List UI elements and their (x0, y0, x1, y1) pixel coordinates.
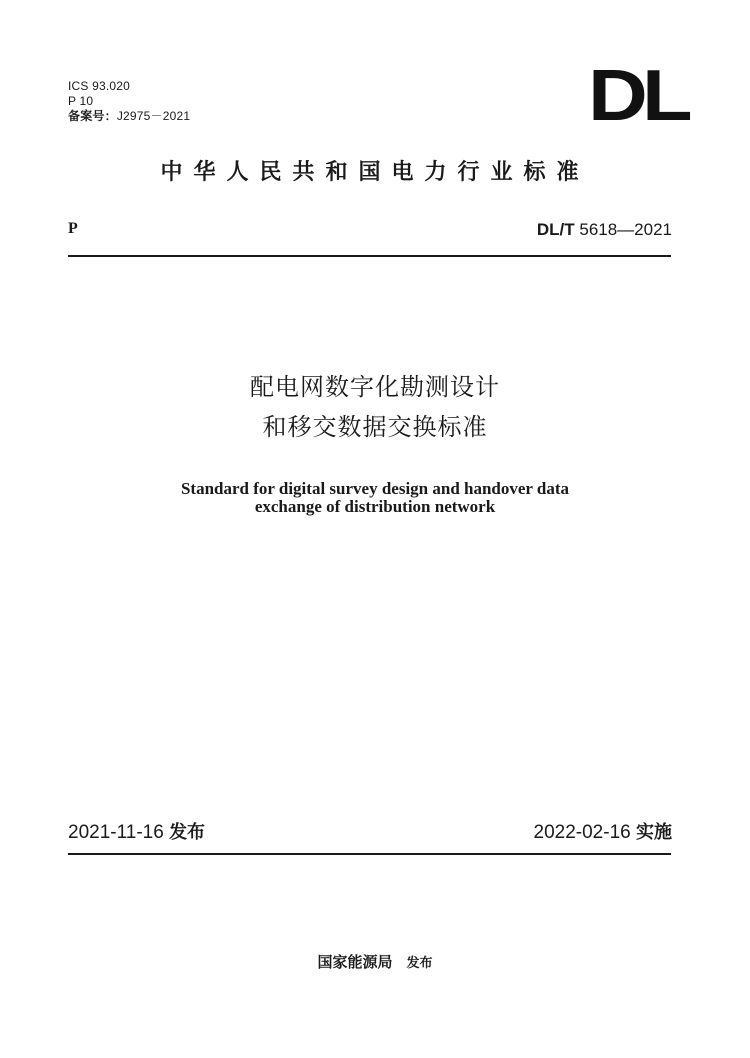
top-divider (68, 255, 671, 257)
title-cn-line2: 和移交数据交换标准 (262, 413, 488, 441)
issue-date-label: 发布 (169, 822, 206, 843)
publisher-action: 发布 (406, 956, 433, 971)
document-number (537, 220, 672, 240)
issue-date (68, 818, 205, 844)
bottom-divider (68, 853, 671, 855)
dl-logo: DL (588, 56, 687, 136)
ics-code: ICS 93.020 (68, 79, 131, 93)
title-en-line1: Standard for digital survey design and handover data (180, 479, 570, 498)
publisher-org: 国家能源局 (317, 953, 393, 971)
title-en-line2: exchange of distribution network (254, 497, 496, 516)
document-number-prefix: DL/T (536, 220, 575, 239)
record-number-line (68, 108, 190, 124)
document-number-value: 5618—2021 (579, 220, 672, 239)
publisher (0, 951, 750, 972)
title-cn-line1: 配电网数字化勘测设计 (250, 373, 500, 401)
implementation-date-label: 实施 (636, 822, 672, 843)
implementation-date-value: 2022-02-16 (533, 822, 631, 843)
record-number-label: 备案号： (68, 109, 117, 123)
ccs-code: P 10 (68, 94, 94, 108)
record-number-value: J2975－2021 (116, 109, 191, 123)
classification-code: P (68, 220, 78, 237)
standard-name: 中华人民共和国电力行业标准 (160, 159, 590, 185)
implementation-date (534, 818, 672, 844)
issue-date-value: 2021-11-16 (68, 822, 164, 843)
